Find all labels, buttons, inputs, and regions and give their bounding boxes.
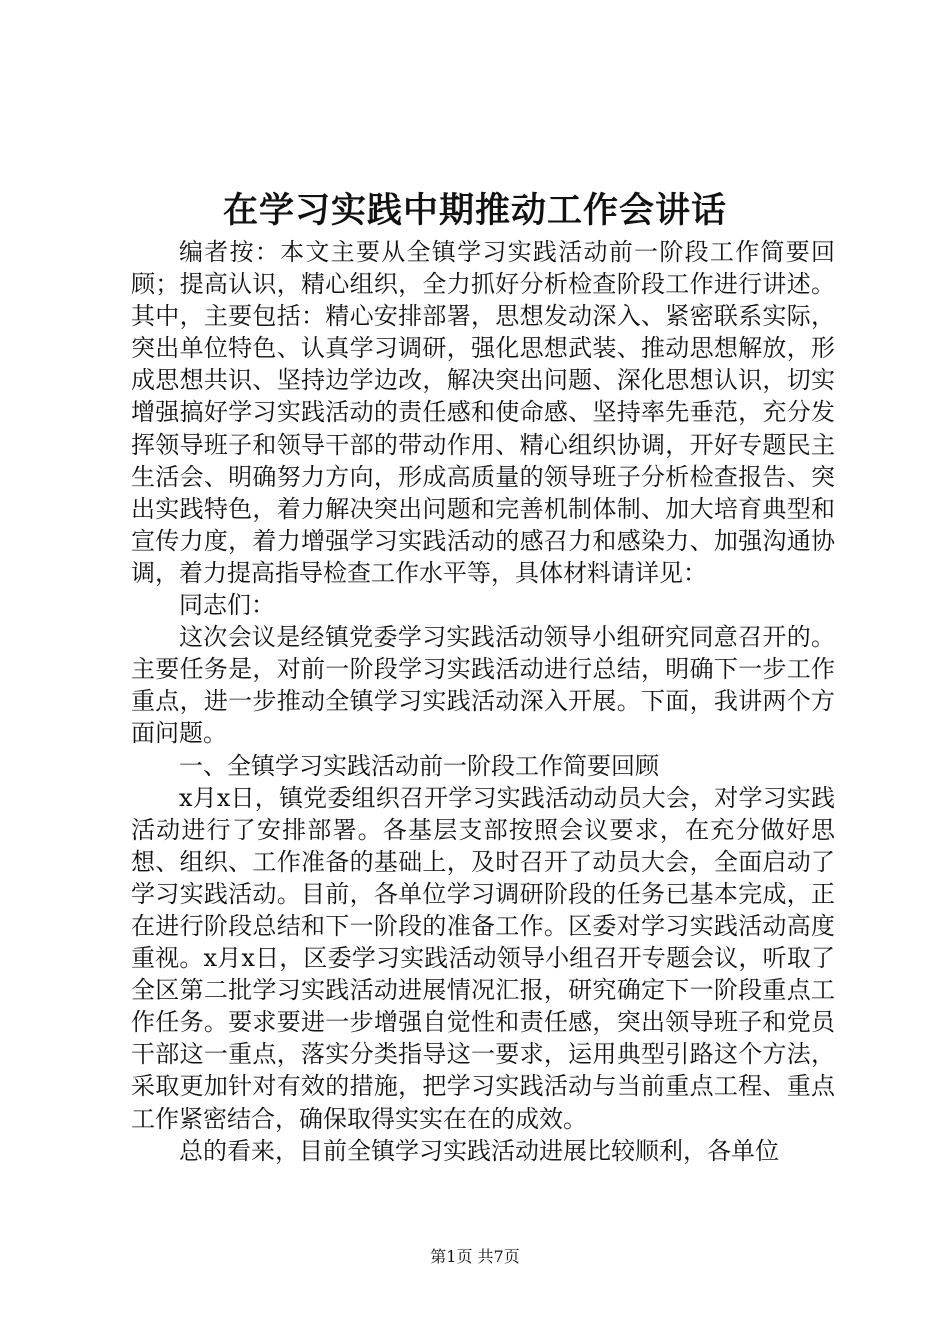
review-paragraph: x月x日，镇党委组织召开学习实践活动动员大会，对学习实践活动进行了安排部署。各基层支部按照会议要求，在充分做好思想、组织、工作准备的基础上，及时召开了动员大会，全面启动了学习实践活动。目前，各单位学习调研阶段的任务已基本完成，正在进行阶段总结和下一阶段的准备工作。区委对学习实践活动高度重视。x月x日，区委学习实践活动领导小组召开专题会议，听取了全区第二批学习实践活动进展情况汇报，研究确定下一阶段重点工作任务。要求要进一步增强自觉性和责任感，突出领导班子和党员干部这一重点，落实分类指导这一要求，运用典型引路这个方法，采取更加针对有效的措施，把学习实践活动与当前重点工程、重点工作紧密结合，确保取得实实在在的成效。: [131, 783, 835, 1133]
summary-paragraph: 总的看来，目前全镇学习实践活动进展比较顺利，各单位: [179, 1136, 779, 1165]
page-number-footer: 第1页 共7页: [430, 1247, 520, 1266]
section-heading-1: 一、全镇学习实践活动前一阶段工作简要回顾: [179, 751, 659, 780]
document-body: [131, 236, 835, 1167]
salutation-paragraph: 同志们：: [179, 591, 275, 620]
intro-paragraph: 这次会议是经镇党委学习实践活动领导小组研究同意召开的。主要任务是，对前一阶段学习实践活动进行总结，明确下一步工作重点，进一步推动全镇学习实践活动深入开展。下面，我讲两个方面问题。: [131, 623, 835, 748]
document-title: 在学习实践中期推动工作会讲话: [222, 190, 727, 231]
editor-note-paragraph: 编者按：本文主要从全镇学习实践活动前一阶段工作简要回顾；提高认识，精心组织，全力抓好分析检查阶段工作进行讲述。其中，主要包括：精心安排部署，思想发动深入、紧密联系实际，突出单位特色、认真学习调研，强化思想武装、推动思想解放，形成思想共识、坚持边学边改，解决突出问题、深化思想认识，切实增强搞好学习实践活动的责任感和使命感、坚持率先垂范，充分发挥领导班子和领导干部的带动作用、精心组织协调，开好专题民主生活会、明确努力方向，形成高质量的领导班子分析检查报告、突出实践特色，着力解决突出问题和完善机制体制、加大培育典型和宣传力度，着力增强学习实践活动的感召力和感染力、加强沟通协调，着力提高指导检查工作水平等，具体材料请详见：: [131, 238, 835, 587]
